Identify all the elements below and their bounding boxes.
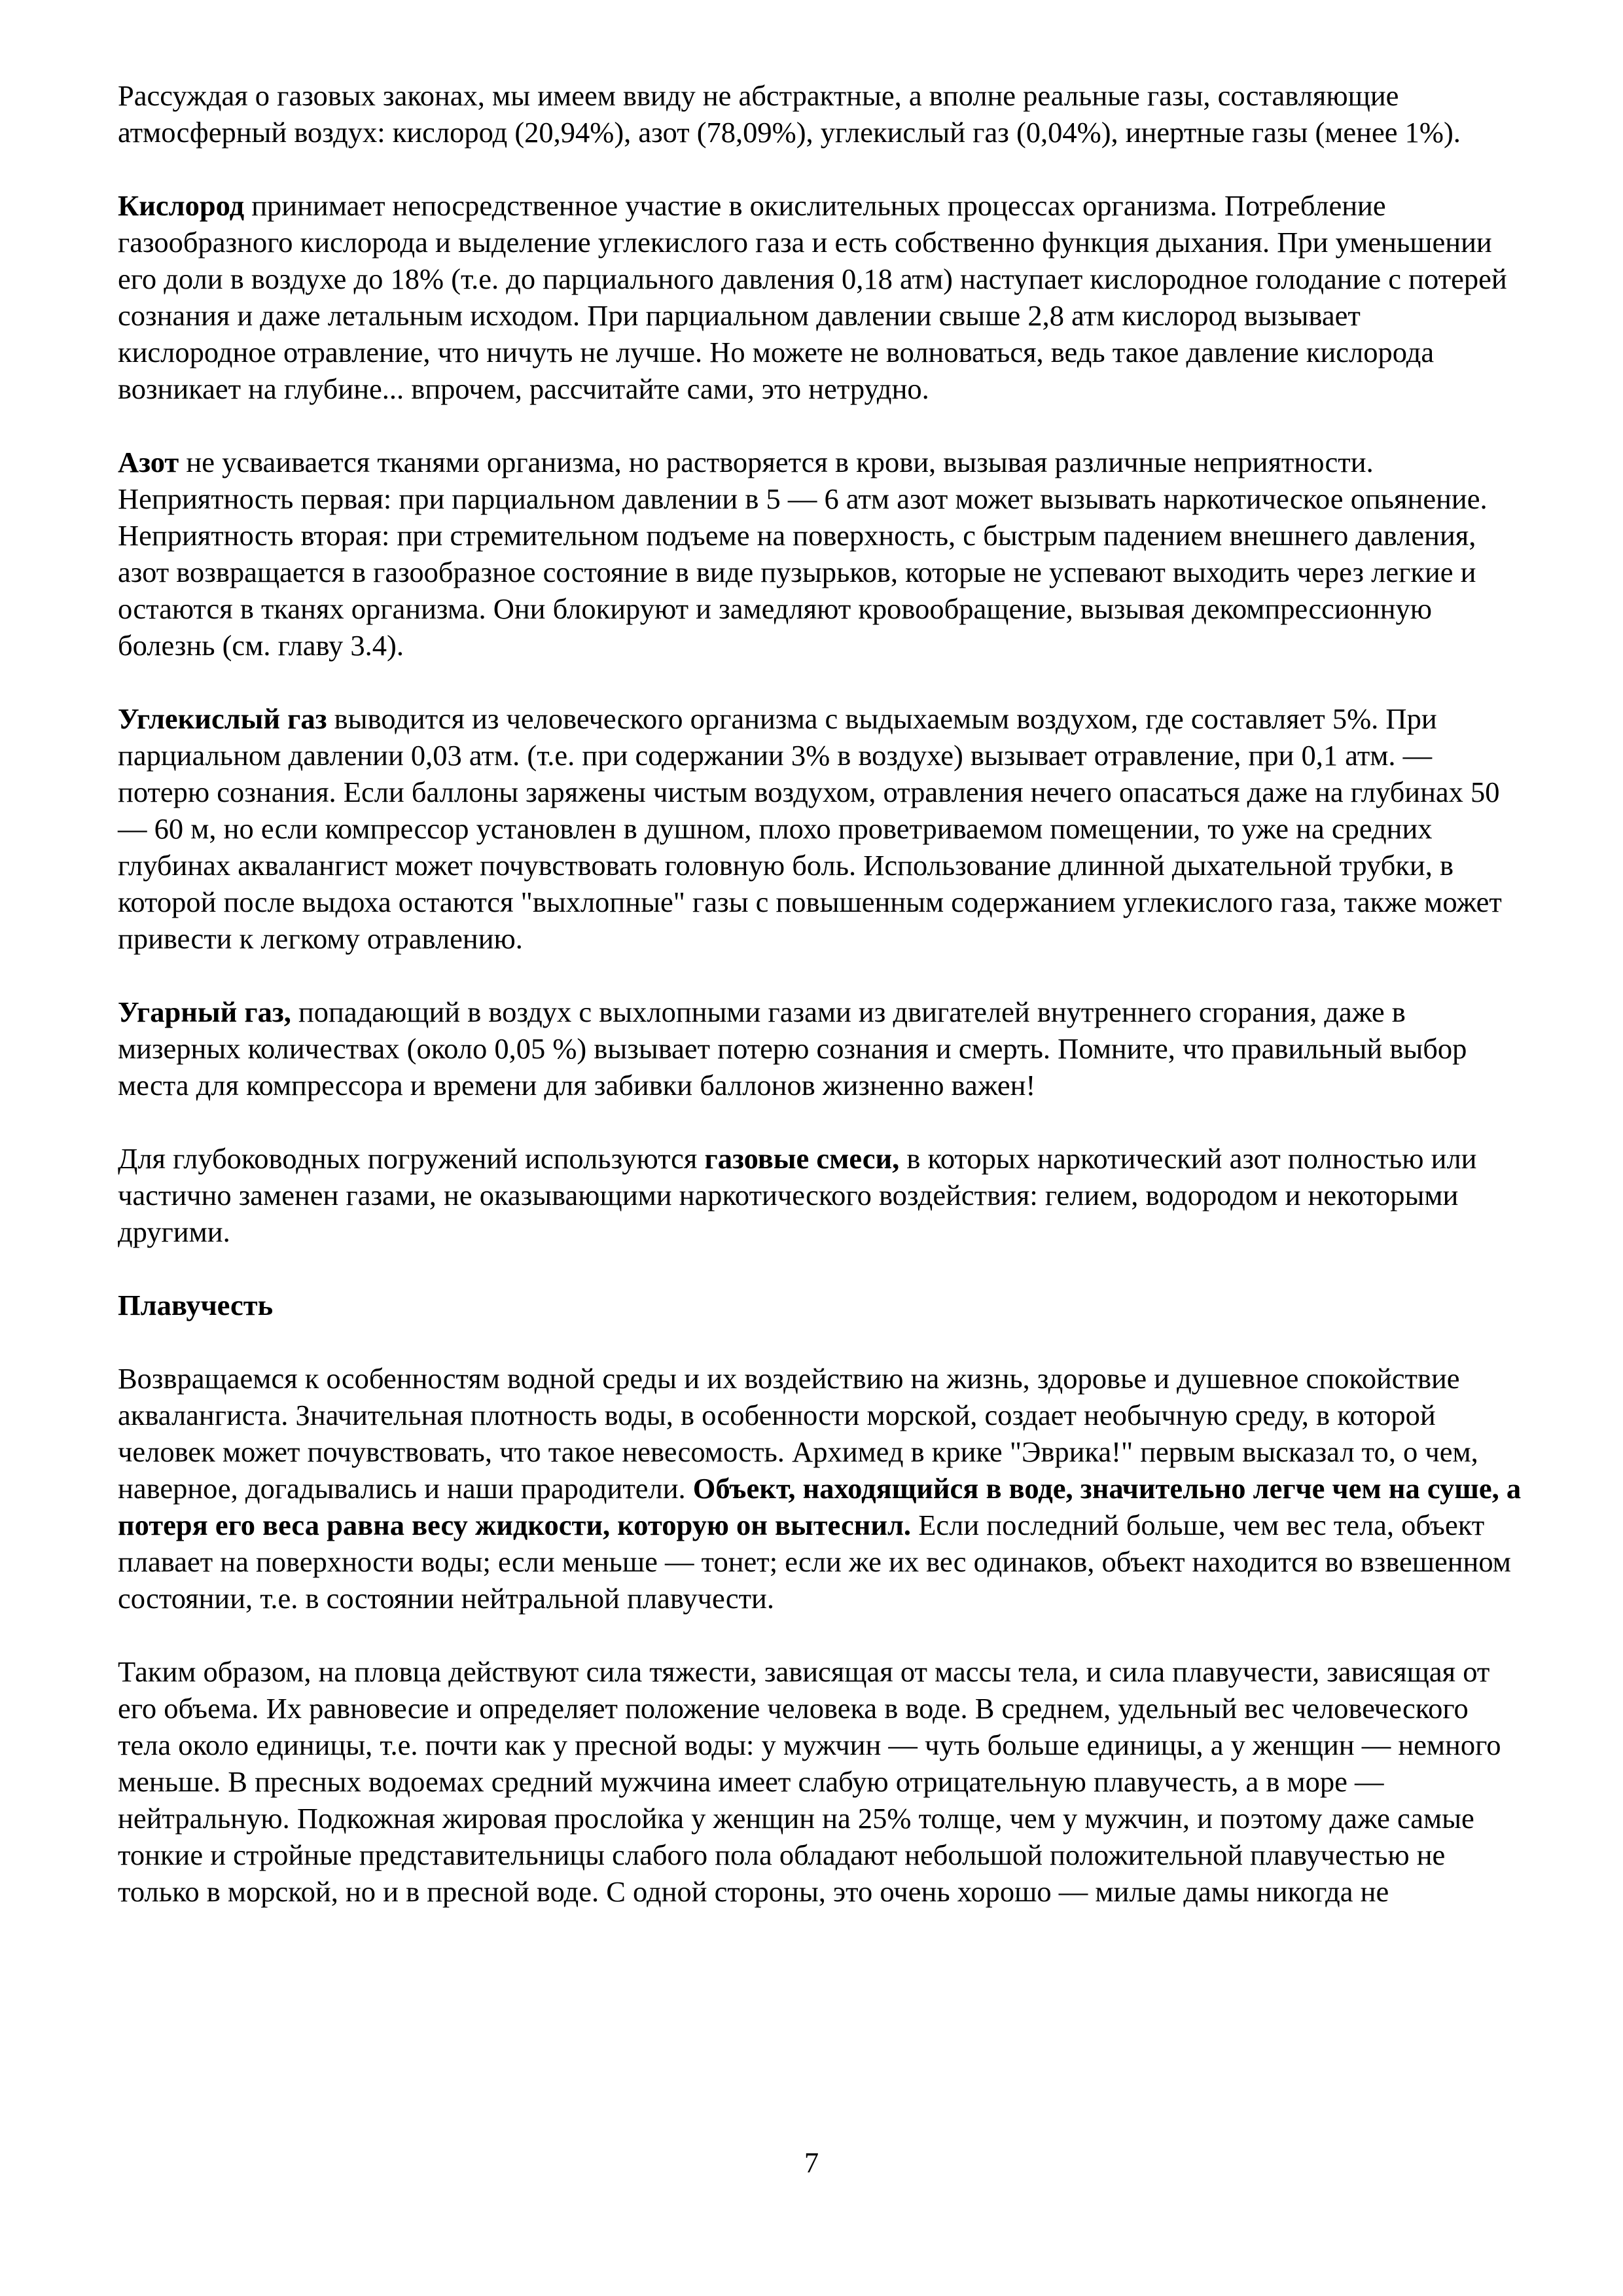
paragraph-carbon-monoxide-text: попадающий в воздух с выхлопными газами из двигателей внутреннего сгорания, даже в мизерных количествах (около 0,05 %) вызывает потерю сознания и смерть. Помните, что правильный выбор места для компрессора и времени для забивки баллонов жизненно важен!	[118, 996, 1467, 1102]
paragraph-buoyancy-intro	[118, 1360, 1525, 1617]
term-archimedes-law: Объект, находящийся в воде, значительно легче чем на суше, а потеря его веса равна весу жидкости, которую он вытеснил.	[118, 1472, 1522, 1541]
paragraph-buoyancy-intro-after: Если последний больше, чем вес тела, объект плавает на поверхности воды; если меньше — тонет; если же их вес одинаков, объект находится во взвешенном состоянии, т.е. в состоянии нейтральной плавучести.	[118, 1509, 1511, 1615]
term-carbon-dioxide: Углекислый газ	[118, 702, 327, 735]
text-column	[118, 77, 1525, 1910]
paragraph-nitrogen	[118, 444, 1525, 664]
term-carbon-monoxide: Угарный газ,	[118, 996, 291, 1028]
paragraph-gas-mixes-after: в которых наркотический азот полностью или частично заменен газами, не оказывающими наркотического воздействия: гелием, водородом и некоторыми другими.	[118, 1142, 1477, 1248]
paragraph-oxygen-text: принимает непосредственное участие в окислительных процессах организма. Потребление газообразного кислорода и выделение углекислого газа и есть собственно функция дыхания. При уменьшении его доли в воздухе до 18% (т.е. до парциального давления 0,18 атм) наступает кислородное голодание с потерей сознания и даже летальным исходом. При парциальном давлении свыше 2,8 атм кислород вызывает кислородное отравление, что ничуть не лучше. Но можете не волноваться, ведь такое давление кислорода возникает на глубине... впрочем, рассчитайте сами, это нетрудно.	[118, 189, 1507, 405]
paragraph-carbon-dioxide-text: выводится из человеческого организма с выдыхаемым воздухом, где составляет 5%. При парциальном давлении 0,03 атм. (т.е. при содержании 3% в воздухе) вызывает отравление, при 0,1 атм. — потерю сознания. Если баллоны заряжены чистым воздухом, отравления нечего опасаться даже на глубинах 50 — 60 м, но если компрессор установлен в душном, плохо проветриваемом помещении, то уже на средних глубинах аквалангист может почувствовать головную боль. Использование длинной дыхательной трубки, в которой после выдоха остаются "выхлопные" газы с повышенным содержанием углекислого газа, также может привести к легкому отравлению.	[118, 702, 1502, 955]
paragraph-intro-text: Рассуждая о газовых законах, мы имеем ввиду не абстрактные, а вполне реальные газы, составляющие атмосферный воздух: кислород (20,94%), азот (78,09%), углекислый газ (0,04%), инертные газы (менее 1%).	[118, 79, 1461, 149]
term-gas-mixes: газовые смеси,	[704, 1142, 900, 1175]
paragraph-gas-mixes-before: Для глубоководных погружений используются	[118, 1142, 705, 1175]
paragraph-intro	[118, 77, 1525, 151]
term-nitrogen: Азот	[118, 446, 179, 478]
paragraph-gas-mixes	[118, 1140, 1525, 1250]
paragraph-buoyancy-forces	[118, 1653, 1525, 1910]
term-oxygen: Кислород	[118, 189, 245, 222]
paragraph-carbon-dioxide	[118, 700, 1525, 957]
paragraph-buoyancy-intro-before: Возвращаемся к особенностям водной среды и их воздействию на жизнь, здоровье и душевное спокойствие аквалангиста. Значительная плотность воды, в особенности морской, создает необычную среду, в которой человек может почувствовать, что такое невесомость. Архимед в крике "Эврика!" первым высказал то, о чем, наверное, догадывались и наши прародители.	[118, 1362, 1478, 1505]
section-heading-buoyancy: Плавучесть	[118, 1289, 274, 1321]
paragraph-buoyancy-forces-text: Таким образом, на пловца действуют сила тяжести, зависящая от массы тела, и сила плавучести, зависящая от его объема. Их равновесие и определяет положение человека в воде. В среднем, удельный вес человеческого тела около единицы, т.е. почти как у пресной воды: у мужчин — чуть больше единицы, а у женщин — немного меньше. В пресных водоемах средний мужчина имеет слабую отрицательную плавучесть, а в море — нейтральную. Подкожная жировая прослойка у женщин на 25% толще, чем у мужчин, и поэтому даже самые тонкие и стройные представительницы слабого пола обладают небольшой положительной плавучестью не только в морской, но и в пресной воде. С одной стороны, это очень хорошо — милые дамы никогда не	[118, 1655, 1501, 1908]
paragraph-oxygen	[118, 187, 1525, 407]
paragraph-carbon-monoxide	[118, 994, 1525, 1103]
page-number: 7	[804, 2146, 819, 2179]
paragraph-nitrogen-text: не усваивается тканями организма, но растворяется в крови, вызывая различные неприятности. Неприятность первая: при парциальном давлении в 5 — 6 атм азот может вызывать наркотическое опьянение. Неприятность вторая: при стремительном подъеме на поверхность, с быстрым падением внешнего давления, азот возвращается в газообразное состояние в виде пузырьков, которые не успевают выходить через легкие и остаются в тканях организма. Они блокируют и замедляют кровообращение, вызывая декомпрессионную болезнь (см. главу 3.4).	[118, 446, 1488, 662]
